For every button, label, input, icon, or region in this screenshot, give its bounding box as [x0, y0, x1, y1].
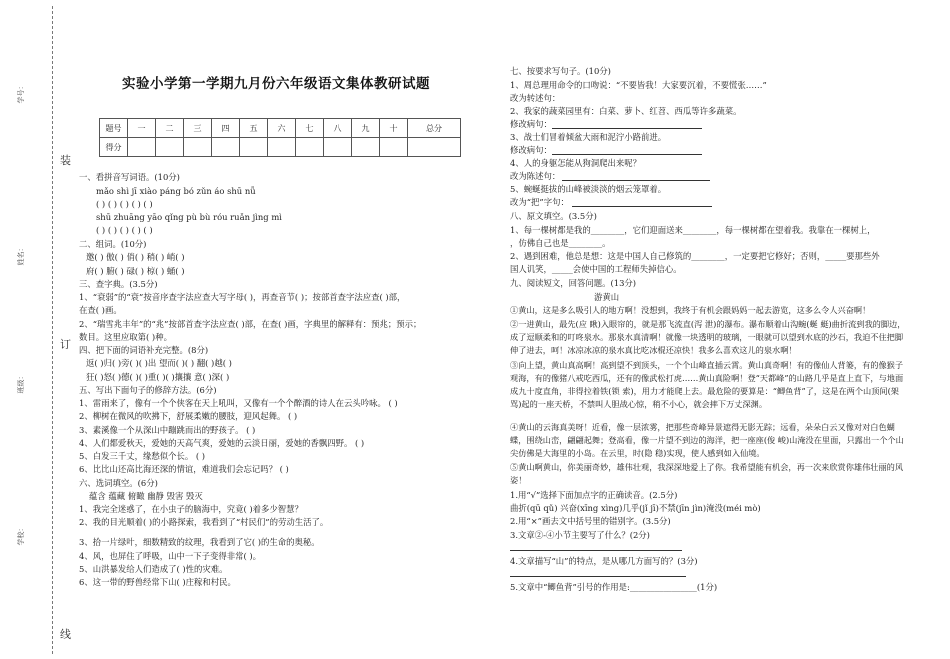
reading-question-4: 4.文章描写“山”的特点，是从哪几方面写的？(3分) [510, 556, 698, 566]
section-9-heading: 九、阅读短文，回答问题。(13分) [510, 278, 637, 288]
score-input-cell[interactable] [324, 138, 352, 157]
score-cell-header: 七 [296, 119, 324, 138]
score-cell-header: 九 [352, 119, 380, 138]
word-group-row-1: 邀( ) 傲( ) 俏( ) 稍( ) 峭( ) [86, 252, 185, 262]
answer-line[interactable] [510, 550, 682, 551]
rewrite-prompt-3: 修改病句： [510, 145, 552, 155]
binding-char-ding: 订 [60, 338, 71, 351]
section-1-heading: 一、看拼音写词语。(10分) [79, 172, 180, 182]
score-input-cell[interactable] [352, 138, 380, 157]
section-6-heading: 六、选词填空。(6分) [79, 478, 158, 488]
binding-char-zhuang: 装 [60, 154, 71, 167]
score-table-header-row [100, 119, 461, 138]
binding-char-xian: 线 [60, 628, 71, 641]
fill-word-1: 1、我完全迷惑了，在小虫子的脑海中，究竟( )着多少智慧？ [79, 504, 303, 514]
idiom-row-2: 狂( )怒( )德( )( )重( )( )攘攘 意( )深( ) [86, 372, 230, 382]
fill-word-6: 6、这一带的野兽经常下山( )庄稼和村民。 [79, 577, 236, 587]
rewrite-question-4: 4、人的身躯怎能从狗洞爬出来呢？ [510, 158, 641, 168]
reading-question-2: 2.用“×”画去文中括号里的错别字。(3.5分) [510, 516, 671, 526]
recite-fill-2: 2、遇到困难，他总是想：这是中国人自己修筑的________，一定要把它修好；否则，_____要那些外 [510, 251, 880, 261]
page-title: 实验小学第一学期九月份六年级语文集体教研试题 [122, 76, 430, 92]
recite-fill-2-cont: 国人讥笑，_____会使中国的工程师失掉信心。 [510, 264, 682, 274]
rhetoric-sentence-5: 5、白发三千丈，缘愁似个长。 ( ) [79, 451, 206, 461]
pinyin-row-1: mǎo shì jī xiào páng bó zǔn áo shū nǚ [96, 186, 256, 196]
fill-word-5: 5、山洪暴发给人们造成了( )性的灾难。 [79, 564, 228, 574]
rewrite-prompt-4: 改为陈述句： [510, 171, 561, 181]
score-cell-header: 五 [240, 119, 268, 138]
answer-line[interactable] [572, 206, 712, 207]
pinyin-row-2: shū zhuāng yāo qǐng pù bù róu ruǎn jìng mì [96, 212, 282, 222]
rhetoric-sentence-6: 6、比比山还高比海还深的情谊，难道我们会忘记吗？ ( ) [79, 464, 289, 474]
section-8-heading: 八、原文填空。(3.5分) [510, 211, 597, 221]
rewrite-prompt-2: 修改病句： [510, 119, 552, 129]
rewrite-question-2: 2、我家的蔬菜园里有：白菜、萝卜、红苕、西瓜等许多蔬菜。 [510, 106, 742, 116]
recite-fill-1-cont: ，仿佛自己也是________。 [510, 238, 611, 248]
reading-question-1: 1.用“√”选择下面加点字的正确读音。(2.5分) [510, 490, 678, 500]
rhetoric-sentence-3: 3、素溪像一个从深山中蹦跳而出的野孩子。 ( ) [79, 425, 256, 435]
answer-brackets-row-1: ( ) ( ) ( ) ( ) ( ) [96, 199, 153, 209]
idiom-row-1: 返( )归( )旁( )( )出 望而( )( ) 翻( )越( ) [86, 358, 232, 368]
answer-line[interactable] [562, 180, 710, 181]
score-table [99, 118, 461, 157]
section-5-heading: 五、写出下面句子的修辞方法。(6分) [79, 385, 217, 395]
dictionary-question-1-cont: 在查( )画。 [79, 305, 122, 315]
rewrite-prompt-5: 改为“把”字句： [510, 197, 569, 207]
passage-paragraph-1: ①黄山，这是多么吸引人的地方啊！没想到，我终于有机会跟妈妈一起去游览，这多么令人兴奋啊！ [510, 305, 871, 315]
score-cell-header: 四 [212, 119, 240, 138]
dictionary-question-1: 1、“衰弱”的“衰”按音序查字法应查大写字母( )，再查音节( )；按部首查字法应查( )部， [79, 292, 406, 302]
passage-paragraph-4: ④黄山的云海真美呀！近看，像一层浓雾，把那些奇峰异景遮得无影无踪；远看，朵朵白云又像对对白色蝴蝶，围绕山峦，翩翩起舞；登高看，像一片望不到边的海洋，把一座座(俊 峻)山淹没在里面，只露出一个个山尖仿佛是大海里的小岛。在云里，时(隐 稳)实现，使人感到如入仙境。 [510, 422, 904, 458]
score-row-label: 得分 [100, 138, 128, 157]
recite-fill-1: 1、每一棵树都是我的________，它们迎面送来________，每一棵树都在望着我。我靠在一棵树上， [510, 225, 876, 235]
section-2-heading: 二、组词。(10分) [79, 239, 147, 249]
dictionary-question-2-cont: 数目。这里应取第( )种。 [79, 332, 172, 342]
section-4-heading: 四、把下面的词语补充完整。(8分) [79, 345, 209, 355]
score-cell-header: 总分 [408, 119, 461, 138]
answer-line[interactable] [510, 576, 686, 577]
fill-word-4: 4、风，也屏住了呼吸，山中一下子变得非常( )。 [79, 551, 262, 561]
score-input-cell[interactable] [184, 138, 212, 157]
reading-question-1-options: 曲折(qū qǔ) 兴奋(xīng xìng)几乎(jǐ jī)不禁(jīn jìn)淹没(méi mò) [510, 503, 761, 513]
passage-paragraph-3: ③向上望，黄山真高啊！高到望不到顶头，一个个山峰直插云霄。黄山真奇啊！有的像仙人背篓，有的像猴子观海，有的像猪八戒吃西瓜，还有的像武松打虎……黄山真险啊！登“天都峰”的山路几乎是直上直下，与地面成九十度直角，非得拉着铁(锁 索)，用力才能爬上去。最危险的要算是：“鲫鱼背”了，这是在两个山顶间(架 骂)起的一座天桥，不禁叫人胆战心惊，稍不小心，就会摔下万丈深渊。 [510, 360, 904, 409]
side-label-school: 学校： [17, 524, 25, 546]
fill-word-2: 2、我的目光顺着( )的小路探索，我看到了“村民们”的劳动生活了。 [79, 517, 329, 527]
score-table-score-row [100, 138, 461, 157]
reading-question-3: 3.文章②-④小节主要写了什么？(2分) [510, 530, 650, 540]
score-input-cell[interactable] [156, 138, 184, 157]
score-input-cell[interactable] [128, 138, 156, 157]
score-cell-header: 二 [156, 119, 184, 138]
score-input-cell[interactable] [240, 138, 268, 157]
score-cell-header: 三 [184, 119, 212, 138]
side-label-student-id: 学号： [17, 82, 25, 104]
passage-title: 游黄山 [594, 292, 620, 302]
section-3-heading: 三、查字典。(3.5分) [79, 279, 158, 289]
dictionary-question-2: 2、“瑞雪兆丰年”的“兆”按部首查字法应查( )部，在查( )画，字典里的解释有：预兆；预示； [79, 319, 422, 329]
score-cell-header: 八 [324, 119, 352, 138]
score-cell-header: 一 [128, 119, 156, 138]
score-input-cell[interactable] [268, 138, 296, 157]
rewrite-question-1: 1、周总理用命令的口吻说：“不要皆我！大家要沉着，不要慌张……” [510, 80, 767, 90]
rhetoric-sentence-2: 2、柳树在微风的吹拂下，舒展柔嫩的腰肢，迎风起舞。 ( ) [79, 411, 298, 421]
rewrite-question-3: 3、战士们冒着倾盆大雨和泥泞小路前进。 [510, 132, 667, 142]
rhetoric-sentence-1: 1、雷雨来了，像有一个个侠客在天上吼叫，又像有一个个醉酒的诗人在云头吟咏。 ( ) [79, 398, 398, 408]
binding-dashed-line [52, 6, 53, 654]
score-cell-header: 题号 [100, 119, 128, 138]
rewrite-prompt-1: 改为转述句： [510, 93, 561, 103]
score-input-cell[interactable] [380, 138, 408, 157]
answer-line[interactable] [552, 154, 702, 155]
score-input-cell[interactable] [212, 138, 240, 157]
word-bank: 蕴含 蕴藏 俯瞰 幽静 毁害 毁灭 [89, 491, 203, 501]
answer-line[interactable] [552, 128, 702, 129]
rewrite-question-5: 5、蜿蜒挺拔的山峰被淡淡的烟云笼罩着。 [510, 184, 667, 194]
score-cell-header: 六 [268, 119, 296, 138]
reading-question-5: 5.文章中“鲫鱼背”引号的作用是:________________(1分) [510, 582, 718, 592]
score-input-cell[interactable] [408, 138, 461, 157]
section-7-heading: 七、按要求写句子。(10分) [510, 66, 611, 76]
side-label-name: 姓名： [17, 244, 25, 266]
side-label-class: 班级： [17, 372, 25, 394]
score-input-cell[interactable] [296, 138, 324, 157]
score-cell-header: 十 [380, 119, 408, 138]
answer-brackets-row-2: ( ) ( ) ( ) ( ) ( ) [96, 225, 153, 235]
word-group-row-2: 府( ) 腑( ) 碌( ) 椋( ) 蛹( ) [86, 266, 185, 276]
rhetoric-sentence-4: 4、人们都爱秋天，爱她的天高气爽，爱她的云淡日丽，爱她的香飘四野。 ( ) [79, 438, 365, 448]
fill-word-3: 3、拾一片绿叶，细数精致的纹理，我看到了它( )的生命的奥秘。 [79, 537, 320, 547]
passage-paragraph-2: ②一进黄山，最先(应 瞅)入眼帘的，就是那飞流直(泻 泄)的瀑布。瀑布顺着山沟蜿(蜒 蜓)曲折流到我的脚边，成了逗顺柔和的叮咚泉水。那泉水真清啊！就像一块透明的玻璃，一眼就可以望到水底的沙石，我迫不住把脚伸了进去，呵！冰凉冰凉的泉水真比吃冰棍还凉快！我多么喜欢这儿的泉水啊！ [510, 319, 906, 355]
passage-paragraph-5: ⑤黄山啊黄山，你美丽奇妙，雄伟壮观，我深深地爱上了你。我希望能有机会，再一次来欣赏你雄伟壮丽的风姿！ [510, 462, 904, 485]
